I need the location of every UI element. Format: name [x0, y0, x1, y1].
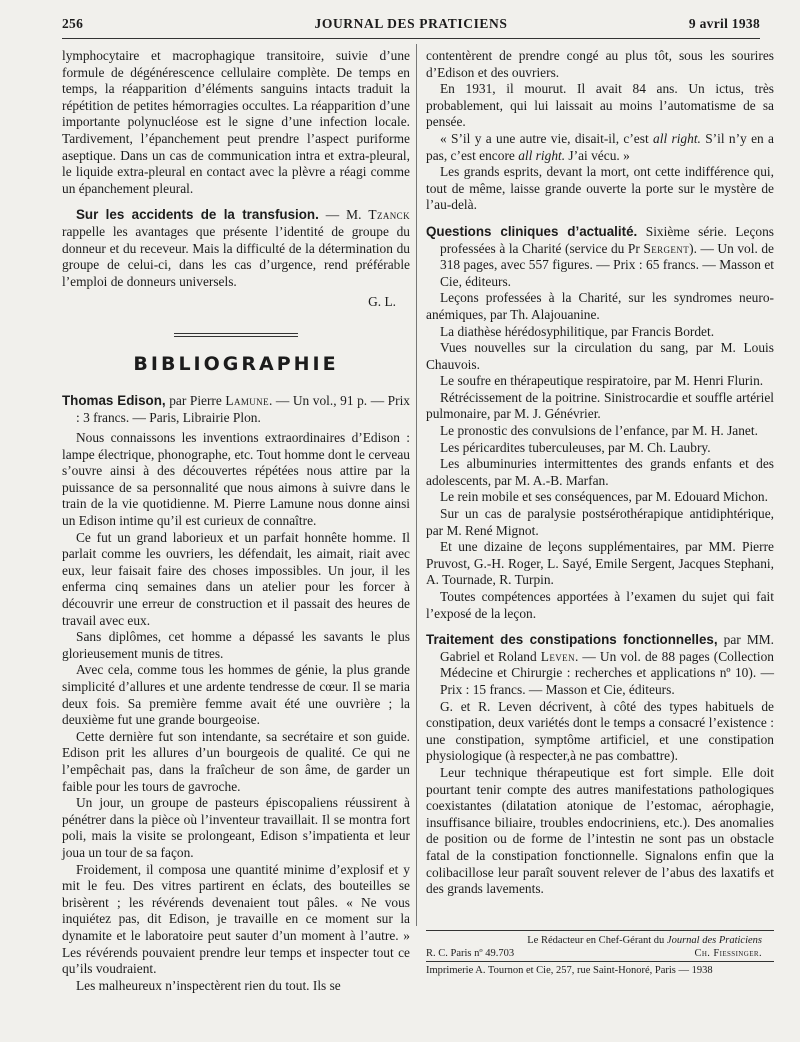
running-header: [62, 12, 760, 39]
edison-heading: Thomas Edison,: [62, 392, 166, 408]
signature: G. L.: [368, 294, 396, 310]
column-divider: [416, 44, 417, 926]
edison-paragraph: Froidement, il composa une quantité minime d’explosif et y mit le feu. Des vitres partirent en éclats, des bouteilles se brisèrent ; les révérends devenaient tout pâles. « Ne vous inquiétez pas, dit Edison, je travaille en ce moment sur la dynamite et le laboratoire peut sauter d’un moment à l’autre. » Les révérends pouvaient prendre leur temps et inspecter tout ce qu’ils voudraient.: [62, 861, 410, 977]
lesson-item: Et une dizaine de leçons supplémentaires, par MM. Pierre Pruvost, G.-H. Roger, L. Sayé, Emile Sergent, Jacques Stephani, A. Tournade, R. Turpin.: [426, 539, 774, 588]
traitement-reference: Traitement des constipations fonctionnelles, par MM. Gabriel et Roland Leven. — Un vol. de 88 pages (Collection Médecine et Chirurgie : recherches et applications nº 10). — Prix : 15 francs. — Masson et Cie, éditeurs.: [426, 632, 774, 697]
lesson-item: Vues nouvelles sur la circulation du sang, par M. Louis Chauvois.: [426, 340, 774, 372]
lesson-item: Les péricardites tuberculeuses, par M. Ch. Laubry.: [440, 439, 711, 455]
lesson-item: Leçons professées à la Charité, sur les syndromes neuro-anémiques, par Th. Alajouanine.: [426, 290, 774, 322]
questions-author: Sergent: [643, 240, 690, 256]
manager-name: Ch. Fiessinger.: [694, 948, 762, 959]
edison-paragraph: Ce fut un grand laborieux et un parfait honnête homme. Il parlait comme les ouvriers, les défendait, les aimait, riait avec eux, leur faisait faire des choses impossibles. Un jour, il les enferma cinq semaines dans un atelier pour les forcer à découvrir une erreur de construction et il passait des heures de travail avec eux.: [62, 529, 410, 628]
editor-footer: [426, 930, 774, 960]
registration-line: [426, 947, 774, 960]
edison-paragraph: Sans diplômes, cet homme a dépassé les savants le plus glorieusement munis de titres.: [62, 629, 410, 661]
lesson-item: La diathèse hérédosyphilitique, par Francis Bordet.: [440, 323, 715, 339]
edison-continuation: contentèrent de prendre congé au plus tôt, sous les sourires d’Edison et des ouvriers.: [426, 48, 774, 80]
lesson-item: Toutes compétences apportées à l’examen du sujet qui fait l’exposé de la leçon.: [426, 589, 774, 621]
lesson-item: Rétrécissement de la poitrine. Sinistrocardie et souffle artériel pulmonaire, par M. J. Génévrier.: [426, 389, 774, 422]
transfusion-heading: Sur les accidents de la transfusion.: [76, 207, 319, 223]
traitement-paragraph: Leur technique thérapeutique est fort simple. Elle doit pourtant tenir compte des autres manifestations pathologiques coexistantes (dilatation atonique de l’estomac, aérophagie, insuffisance biliaire, troubles endocriniens, etc.). Des anomalies de position ou de forme de l’intestin ne sont pas un obstacle fatal de la constipation fonctionnelle. Signalons enfin que la colibacillose leur paraît souvent relever de l’abus des laxatifs et des grands lavements.: [426, 764, 774, 897]
edison-reference: Thomas Edison, par Pierre Lamune. — Un vol., 91 p. — Prix : 3 francs. — Paris, Librairie Plon.: [62, 392, 410, 425]
edison-paragraph: Les malheureux n’inspectèrent rien du tout. Ils se: [76, 977, 341, 993]
edison-paragraph: Cette dernière fut son intendante, sa secrétaire et son guide. Edison prit les allures d’un bourgeois de qualité. Ce qui ne l’empêchait pas, dans la fraîcheur de son âme, de garder un faible pour les tours de gavroche.: [62, 728, 410, 794]
lesson-item: Le pronostic des convulsions de l’enfance, par M. H. Janet.: [440, 423, 758, 439]
traitement-heading: Traitement des constipations fonctionnelles,: [426, 632, 718, 648]
transfusion-author: Tzanck: [368, 207, 410, 223]
page-number: 256: [62, 16, 84, 31]
issue-date: 9 avril 1938: [688, 16, 760, 31]
rc-number: R. C. Paris nº 49.703: [426, 948, 515, 959]
journal-title: JOURNAL DES PRATICIENS: [314, 16, 508, 31]
edison-paragraph: Un jour, un groupe de pasteurs épiscopaliens réussirent à pénétrer dans la pièce où l’inventeur travaillait. Il se montra fort poli, mais la visite se prolongeant, Edison s’impatienta et leur joua un tour de sa façon.: [62, 795, 410, 860]
section-separator: [174, 333, 298, 337]
traitement-author: Leven: [540, 648, 575, 664]
editor-line: Le Rédacteur en Chef-Gérant du Journal des Praticiens: [527, 935, 762, 946]
lesson-item: Le soufre en thérapeutique respiratoire, par M. Henri Flurin.: [440, 373, 764, 389]
edison-quote: « S’il y a une autre vie, disait-il, c’est all right. S’il n’y en a pas, c’est encore all right. J’ai vécu. »: [426, 130, 775, 163]
questions-reference: Questions cliniques d’actualité. Sixième série. Leçons professées à la Charité (service du Pr Sergent). — Un vol. de 318 pages, avec 557 figures. — Prix : 65 francs. — Masson et Cie, éditeurs.: [426, 223, 774, 289]
left-column: [62, 48, 410, 994]
edison-death: En 1931, il mourut. Il avait 84 ans. Un ictus, très probablement, qui lui laissait au moins l’automatisme de sa pensée.: [426, 81, 774, 130]
questions-heading: Questions cliniques d’actualité.: [426, 223, 638, 239]
edison-author: Lamune: [225, 392, 269, 408]
pleural-paragraph: lymphocytaire et macrophagique transitoire, suivie d’une formule de dégénérescence cellulaire complète. De temps en temps, la réapparition d’éléments sanguins intacts traduit la répétition de petites hémorragies occultes. La réapparition d’une importante polynucléose est le signe d’une infection locale. Tardivement, l’épanchement peut prendre l’aspect puriforme aseptique. Dans un cas de communication intra et extra-pleural, le liquide extra-pleural en contact avec la plèvre a réagi comme un épanchement pleural.: [62, 48, 410, 196]
edison-paragraph: Nous connaissons les inventions extraordinaires d’Edison : lampe électrique, phonographe, etc. Tout homme dont le cerveau s’ouvre ainsi à des découvertes répétées nous attire par la puissance de sa personnalité que nous aimons à suivre dans le train de la vie quotidienne. M. Pierre Lamune nous donne ainsi un Edison intime qu’il est curieux de connaître.: [62, 430, 410, 529]
lesson-item: Le rein mobile et ses conséquences, par M. Edouard Michon.: [440, 489, 768, 505]
printer-imprint: Imprimerie A. Tournon et Cie, 257, rue Saint-Honoré, Paris — 1938: [426, 961, 774, 977]
transfusion-article: Sur les accidents de la transfusion. — M. Tzanck rappelle les avantages que présente l’identité de groupe du donneur et du receveur. Mais la difficulté de la détermination du groupe de celui-ci, dans les cas d’urgence, rend préférable l’emploi de donneurs universels.: [62, 207, 410, 289]
edison-paragraph: Avec cela, comme tous les hommes de génie, la plus grande simplicité d’allures et une ardente tendresse de cœur. Il se maria deux fois. Sa première femme avait été une ouvrière ; la deuxième fut une grande bourgeoise.: [62, 662, 410, 728]
lesson-item: Les albuminuries intermittentes des grands enfants et des adolescents, par M. A.-B. Marfan.: [426, 456, 774, 488]
traitement-paragraph: G. et R. Leven décrivent, à côté des types habituels de constipation, deux variétés dont le temps a consacré l’existence : une constipation, symptôme artificiel, et une constipation physiologique (à respecter,à ne pas combattre).: [426, 698, 774, 764]
lesson-item: Sur un cas de paralysie postsérothérapique antidiphtérique, par M. René Mignot.: [426, 506, 774, 538]
section-title: BIBLIOGRAPHIE: [133, 352, 339, 375]
right-column: [426, 48, 774, 898]
edison-closing: Les grands esprits, devant la mort, ont cette indifférence qui, tout de même, laisse grande ouverte la porte sur le mystère de l’au-delà.: [426, 164, 774, 213]
